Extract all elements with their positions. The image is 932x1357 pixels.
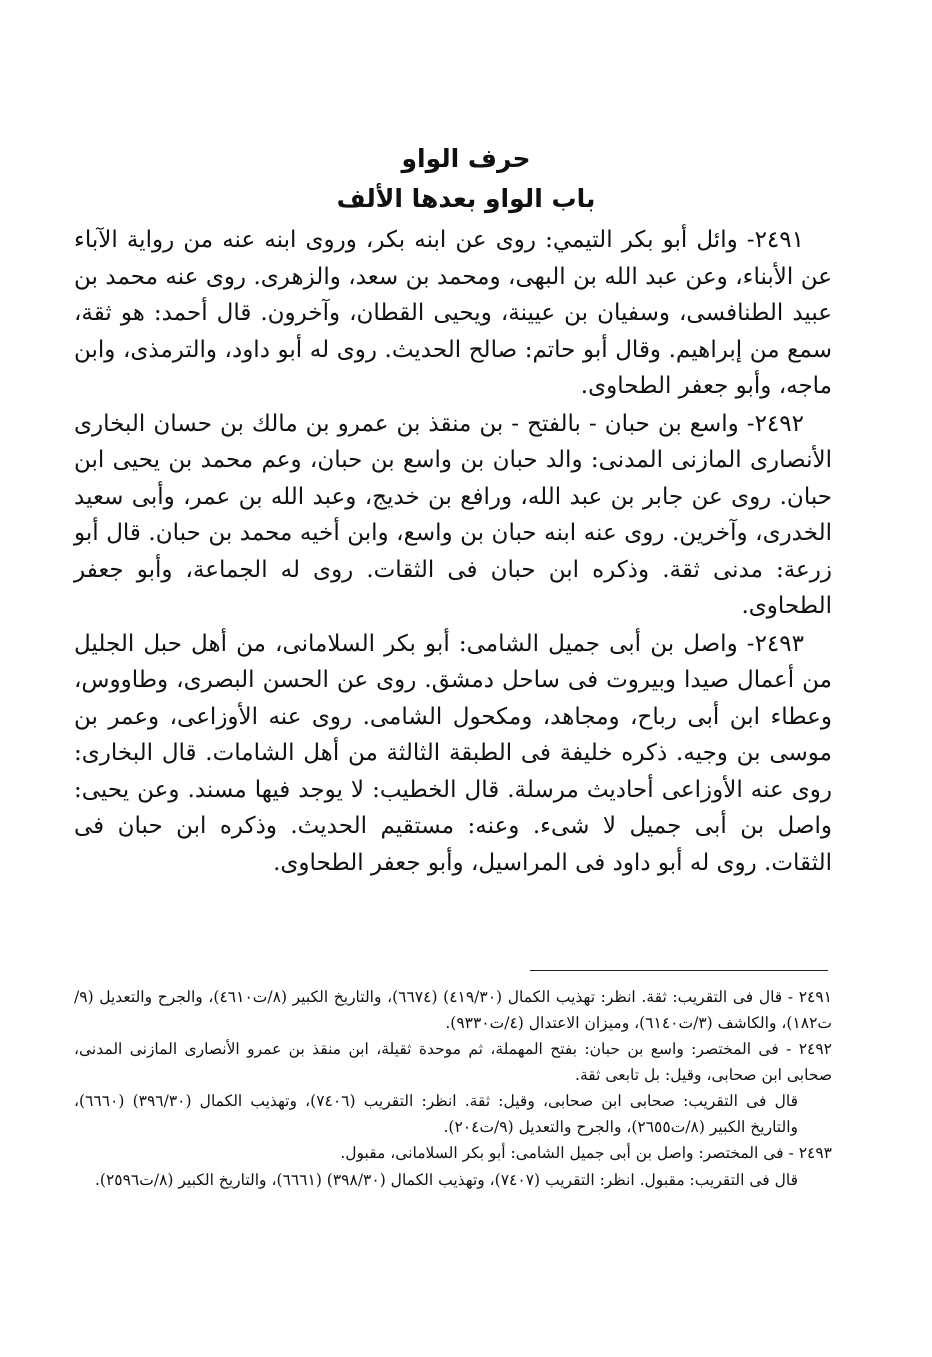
section-title: باب الواو بعدها الألف [336,184,596,213]
biography-entry [74,222,832,405]
main-text [74,222,832,882]
entry-number: ٢٤٩٢ [754,410,804,437]
entry-number: ٢٤٩١ [754,227,804,253]
biography-entry [74,406,832,625]
footnote-continuation: قال فى التقريب: مقبول. انظر: التقريب (٧٤٠٧)، وتهذيب الكمال (٣٩٨/٣٠) (٦٦٦١)، والتاريخ الكبير (٨/ت٢٥٩٦). [94,1170,798,1189]
chapter-title: حرف الواو [401,144,531,173]
biography-entry [74,626,832,882]
footnote-separator [530,970,828,971]
footnote: ٢٤٩٢ - فى المختصر: واسع بن حبان: بفتح المهملة، ثم موحدة ثقيلة، ابن منقذ بن عمرو الأنصارى المازنى المدنى، صحابى ابن صحابى، وقيل: بل تابعى ثقة. [74,1040,832,1084]
entry-number: ٢٤٩٣ [754,630,804,657]
entry-text: - واصل بن أبى جميل الشامى: أبو بكر السلامانى، من أهل حبل الجليل من أعمال صيدا وبيروت فى ساحل دمشق. روى عن الحسن البصرى، وطاووس، وعطاء ابن أبى رباح، ومجاهد، ومكحول الشامى. روى عنه الأوزاعى، وعمر بن موسى بن وجيه. ذكره خليفة فى الطبقة الثالثة من أهل الشامات. قال البخارى: روى عنه الأوزاعى أحاديث مرسلة. قال الخطيب: لا يوجد فيها مسند. وعن يحيى: واصل بن أبى جميل لا شىء. وعنه: مستقيم الحديث. وذكره ابن حبان فى الثقات. روى له أبو داود فى المراسيل، وأبو جعفر الطحاوى. [74,630,832,876]
footnote: ٢٤٩١ - قال فى التقريب: ثقة. انظر: تهذيب الكمال (٤١٩/٣٠) (٦٦٧٤)، والتاريخ الكبير (٨/ت٤٦١٠)، والجرح والتعديل (٩/ت١٨٢)، والكاشف (٣/ت٦١٤٠)، وميزان الاعتدال (٤/ت٩٣٣٠). [74,988,833,1032]
entry-text: - وائل أبو بكر التيمي: روى عن ابنه بكر، وروى ابنه عنه من رواية الآباء عن الأبناء، وعن عبد الله بن البهى، ومحمد بن سعد، والزهرى. روى عنه محمد بن عبيد الطنافسى، وسفيان بن عيينة، ويحيى القطان، وآخرون. قال أحمد: هو ثقة، سمع من إبراهيم. وقال أبو حاتم: صالح الحديث. روى له أبو داود، والترمذى، وابن ماجه، وأبو جعفر الطحاوى. [74,227,832,399]
footnote: ٢٤٩٣ - فى المختصر: واصل بن أبى جميل الشامى: أبو بكر السلامانى، مقبول. [340,1144,832,1162]
entry-text: - واسع بن حبان - بالفتح - بن منقذ بن عمرو بن مالك بن حسان البخارى الأنصارى المازنى المدنى: والد حبان بن واسع بن حبان، وعم محمد بن يحيى ابن حبان. روى عن جابر بن عبد الله، ورافع بن خديج، وعبد الله بن عمر، وأبى سعيد الخدرى، وآخرين. روى عنه ابنه حبان بن واسع، وابن أخيه محمد بن حبان. قال أبو زرعة: مدنى ثقة. وذكره ابن حبان فى الثقات. روى له الجماعة، وأبو جعفر الطحاوى. [74,410,832,619]
footnote-continuation: قال فى التقريب: صحابى ابن صحابى، وقيل: ثقة. انظر: التقريب (٧٤٠٦)، وتهذيب الكمال (٣٩٦/٣٠) (٦٦٦٠)، والتاريخ الكبير (٨/ت٢٦٥٥)، والجرح والتعديل (٩/ت٢٠٤). [74,1092,798,1136]
footnotes [74,985,832,1194]
